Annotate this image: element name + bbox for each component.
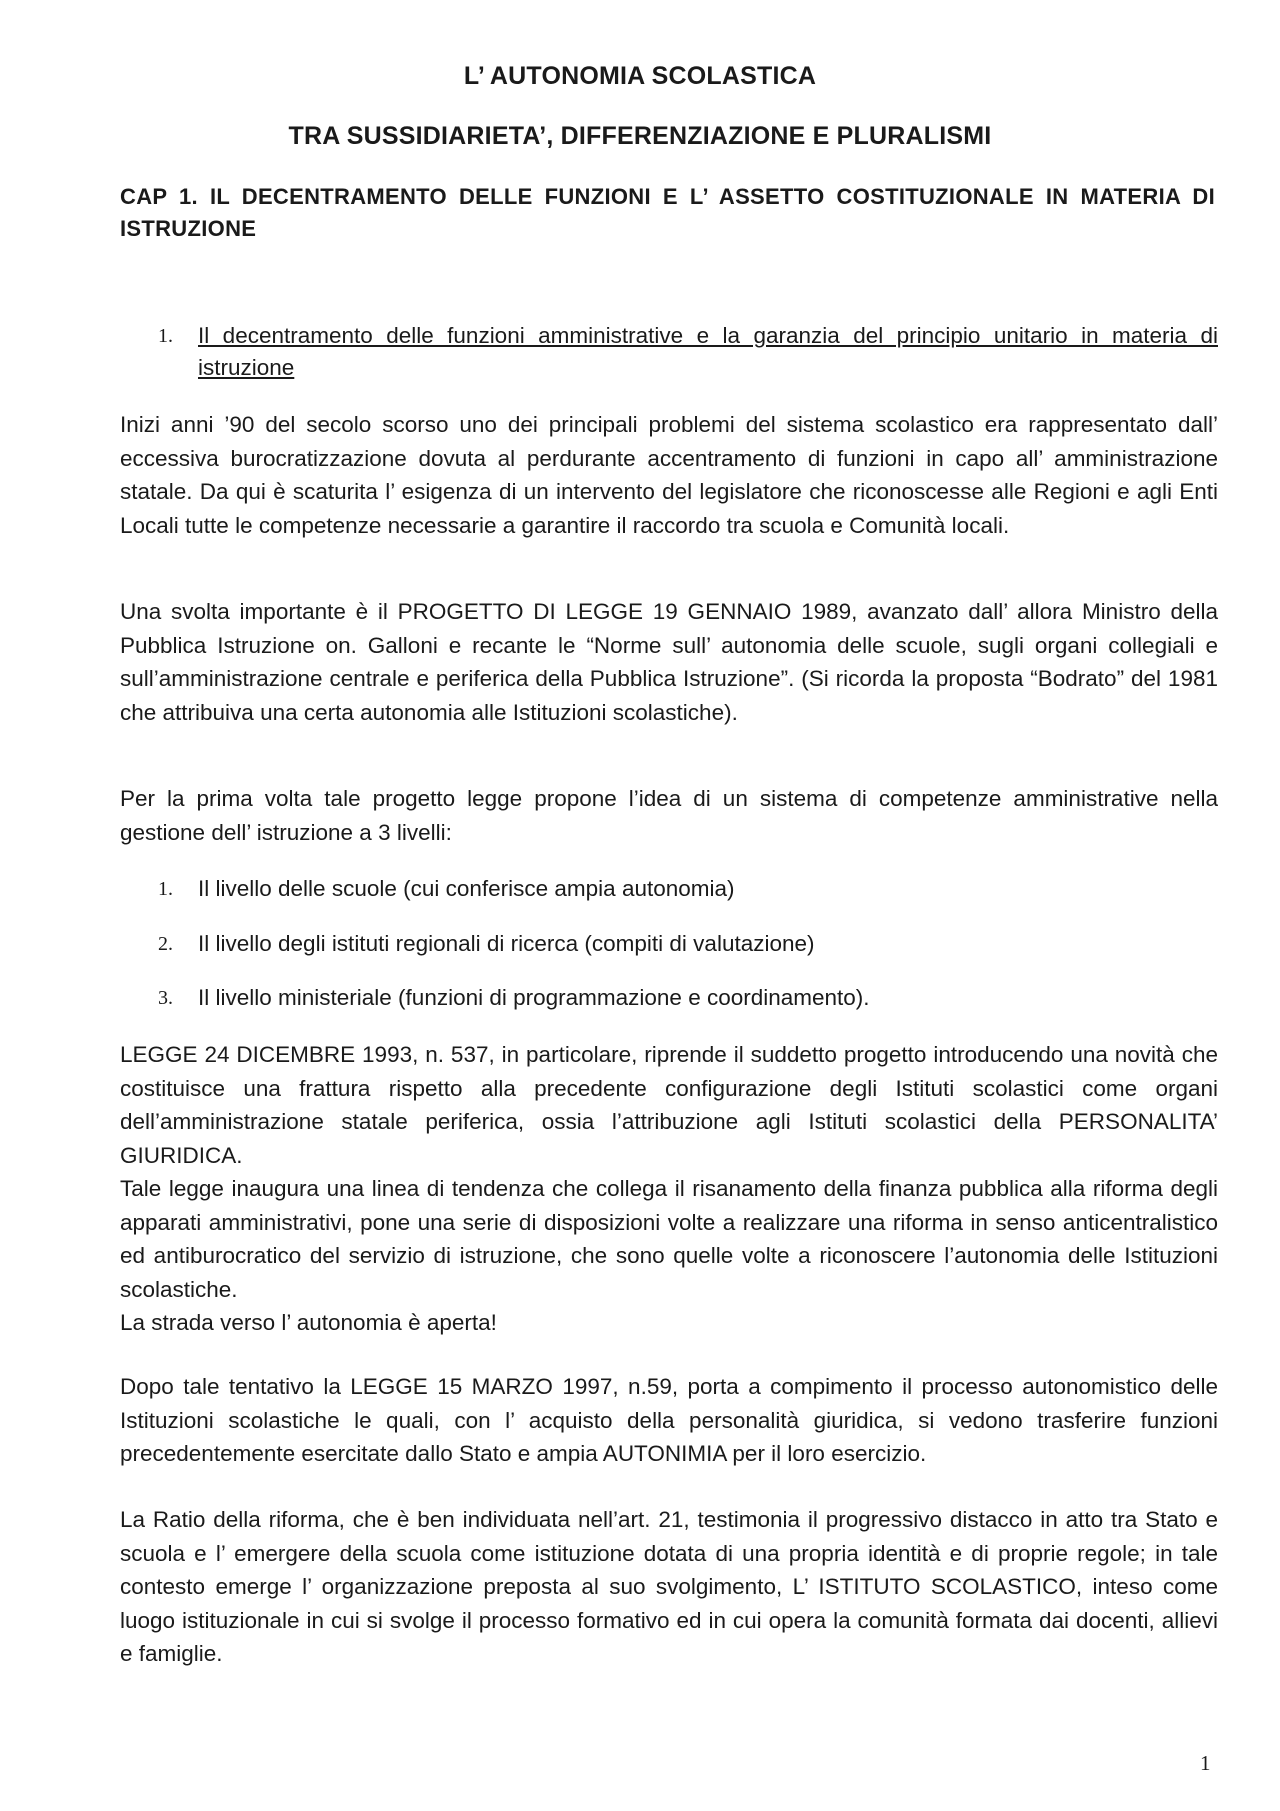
document-subtitle: TRA SUSSIDIARIETA’, DIFFERENZIAZIONE E PLURALISMI xyxy=(288,122,992,150)
section-heading xyxy=(120,320,1218,384)
list-item-text: Il livello delle scuole (cui conferisce ampia autonomia) xyxy=(198,876,735,901)
paragraph-line: LEGGE 24 DICEMBRE 1993, n. 537, in particolare, riprende il suddetto progetto introducendo una novità che costituisce una frattura rispetto alla precedente configurazione degli Istituti scolastici come organi dell’amministrazione statale periferica, ossia l’attribuzione agli Istituti scolastici della PERSONALITA’ GIURIDICA. xyxy=(120,1042,1218,1168)
paragraph-legge-1997: Dopo tale tentativo la LEGGE 15 MARZO 1997, n.59, porta a compimento il processo autonomistico delle Istituzioni scolastiche le quali, con l’ acquisto della personalità giuridica, si vedono trasferire funzioni precedentemente esercitate dallo Stato e ampia AUTONIMIA per il loro esercizio. xyxy=(120,1374,1218,1466)
paragraph-legge-1993 xyxy=(120,1038,1218,1340)
chapter-heading: CAP 1. IL DECENTRAMENTO DELLE FUNZIONI E L’ ASSETTO COSTITUZIONALE IN MATERIA DI ISTRUZIONE xyxy=(120,184,1215,241)
list-item-number: 3. xyxy=(158,987,173,1009)
list-item xyxy=(120,928,1218,960)
list-item xyxy=(120,873,1218,905)
paragraph-intro: Inizi anni ’90 del secolo scorso uno dei principali problemi del sistema scolastico era rappresentato dall’ eccessiva burocratizzazione dovuta al perdurante accentramento di funzioni in capo all’ amministrazione statale. Da qui è scaturita l’ esigenza di un intervento del legislatore che riconoscesse alle Regioni e agli Enti Locali tutte le competenze necessarie a garantire il raccordo tra scuola e Comunità locali. xyxy=(120,412,1218,538)
paragraph-line: La strada verso l’ autonomia è aperta! xyxy=(120,1310,497,1335)
list-item-text: Il livello degli istituti regionali di ricerca (compiti di valutazione) xyxy=(198,931,815,956)
list-item-number: 1. xyxy=(158,878,173,900)
paragraph-progetto-legge: Una svolta importante è il PROGETTO DI LEGGE 19 GENNAIO 1989, avanzato dall’ allora Ministro della Pubblica Istruzione on. Galloni e recante le “Norme sull’ autonomia delle scuole, sugli organi collegiali e sull’amministrazione centrale e periferica della Pubblica Istruzione”. (Si ricorda la proposta “Bodrato” del 1981 che attribuiva una certa autonomia alle Istituzioni scolastiche). xyxy=(120,599,1218,725)
document-title: L’ AUTONOMIA SCOLASTICA xyxy=(463,62,817,90)
list-item xyxy=(120,982,1218,1014)
section-title: Il decentramento delle funzioni amministrative e la garanzia del principio unitario in materia di istruzione xyxy=(198,323,1218,380)
page-number: 1 xyxy=(1200,1751,1211,1775)
paragraph-line: Tale legge inaugura una linea di tendenza che collega il risanamento della finanza pubblica alla riforma degli apparati amministrativi, pone una serie di disposizioni volte a realizzare una riforma in senso anticentralistico ed antiburocratico del servizio di istruzione, che sono quelle volte a riconoscere l’autonomia delle Istituzioni scolastiche. xyxy=(120,1176,1218,1302)
list-item-text: Il livello ministeriale (funzioni di programmazione e coordinamento). xyxy=(198,985,870,1010)
list-item-number: 2. xyxy=(158,933,173,955)
section-number: 1. xyxy=(158,325,173,347)
paragraph-three-levels: Per la prima volta tale progetto legge propone l’idea di un sistema di competenze amministrative nella gestione dell’ istruzione a 3 livelli: xyxy=(120,786,1218,845)
paragraph-ratio: La Ratio della riforma, che è ben individuata nell’art. 21, testimonia il progressivo distacco in atto tra Stato e scuola e l’ emergere della scuola come istituzione dotata di una propria identità e di proprie regole; in tale contesto emerge l’ organizzazione preposta al suo svolgimento, L’ ISTITUTO SCOLASTICO, inteso come luogo istituzionale in cui si svolge il processo formativo ed in cui opera la comunità formata dai docenti, allievi e famiglie. xyxy=(120,1507,1218,1666)
